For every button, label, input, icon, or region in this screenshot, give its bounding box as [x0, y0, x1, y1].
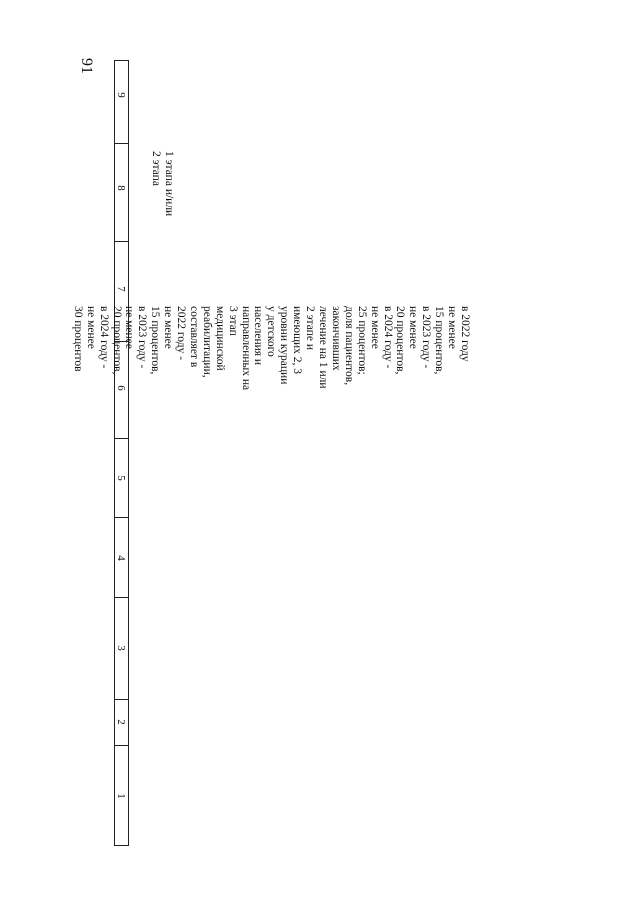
column-number-5: 5 — [115, 475, 127, 481]
column-separator — [114, 517, 128, 518]
column-number-3: 3 — [115, 645, 127, 651]
column-separator — [114, 143, 128, 144]
column-number-6: 6 — [115, 385, 127, 391]
page-number: 91 — [78, 58, 95, 74]
column-separator — [114, 597, 128, 598]
column-number-9: 9 — [115, 92, 127, 98]
column-separator — [114, 438, 128, 439]
table-bottom-border — [114, 845, 128, 846]
column-number-4: 4 — [115, 555, 127, 561]
column-separator — [114, 241, 128, 242]
cell-column-7: в 2022 году не менее 15 процентов, в 2023 году - не менее 20 процентов, в 2024 году - не менее 25 процентов; доля пациентов, закончивших лечение на 1 или 2 этапе и имеющих 2, 3 уровни курации у детского населения и направленных на 3 этап медицинской реабилитации, составляет в 2022 году - не менее 15 процентов, в 2023 году - не менее 20 процентов, в 2024 году - не менее 30 процентов — [71, 306, 471, 391]
column-number-2: 2 — [115, 719, 127, 725]
column-separator — [114, 699, 128, 700]
column-separator — [114, 745, 128, 746]
column-number-8: 8 — [115, 185, 127, 191]
table-top-border — [114, 60, 128, 61]
column-number-7: 7 — [115, 286, 127, 292]
header-row-right-border — [128, 60, 129, 846]
column-number-1: 1 — [115, 793, 127, 799]
cell-column-8: 1 этапа и/или 2 этапа — [150, 151, 175, 217]
